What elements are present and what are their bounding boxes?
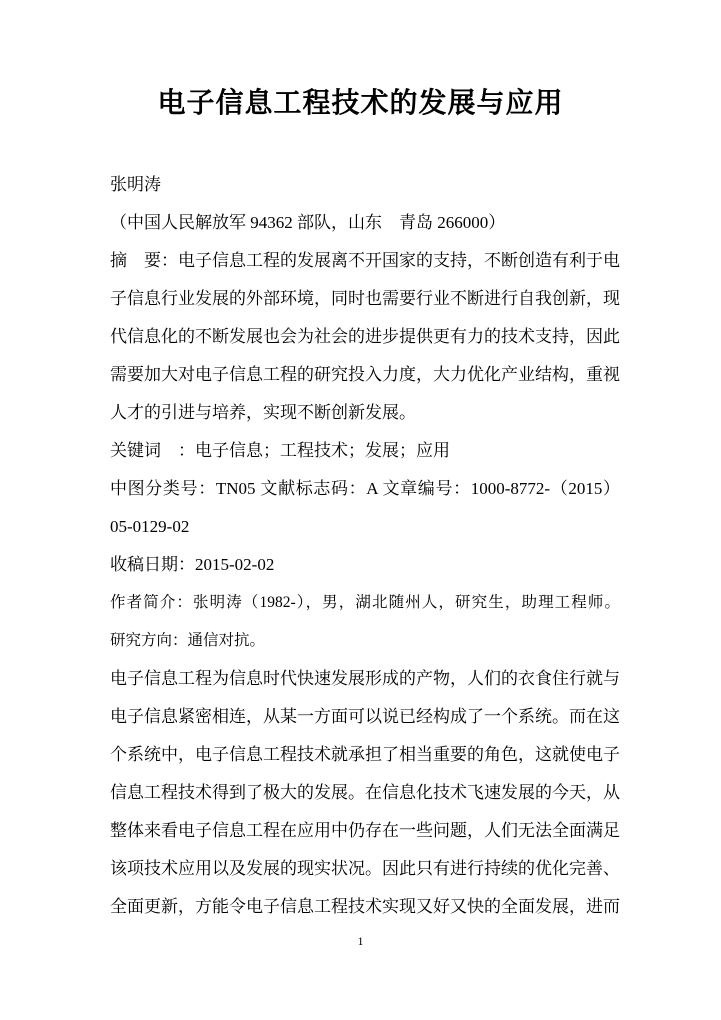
abstract-line: 需要加大对电子信息工程的研究投入力度，大力优化产业结构，重视 (110, 365, 620, 384)
keywords-line: 关键词 ：电子信息；工程技术；发展；应用 (110, 441, 450, 460)
page-title: 电子信息工程技术的发展与应用 (157, 88, 564, 119)
received-date-line: 收稿日期：2015-02-02 (110, 555, 275, 574)
abstract-line: 子信息行业发展的外部环境，同时也需要行业不断进行自我创新，现 (110, 289, 620, 308)
document-body (0, 166, 721, 926)
body-paragraph-line: 电子信息工程为信息时代快速发展形成的产物，人们的衣食住行就与 (110, 669, 620, 688)
author-name-line: 张明涛 (110, 175, 161, 194)
abstract-line: 摘 要：电子信息工程的发展离不开国家的支持，不断创造有利于电 (110, 251, 620, 270)
body-paragraph-line: 该项技术应用以及发展的现实状况。因此只有进行持续的优化完善、 (110, 859, 620, 878)
affiliation-line: （中国人民解放军 94362 部队，山东 青岛 266000） (110, 213, 506, 232)
classification-line: 中图分类号：TN05 文献标志码：A 文章编号：1000-8772-（2015） (110, 479, 620, 498)
research-field-line: 研究方向：通信对抗。 (110, 632, 266, 649)
body-paragraph-line: 整体来看电子信息工程在应用中仍存在一些问题，人们无法全面满足 (110, 821, 620, 840)
page-number: 1 (357, 934, 364, 948)
author-bio-line: 作者简介：张明涛（1982-），男，湖北随州人，研究生，助理工程师。 (110, 594, 620, 611)
abstract-line: 人才的引进与培养，实现不断创新发展。 (110, 403, 416, 422)
body-paragraph-line: 个系统中，电子信息工程技术就承担了相当重要的角色，这就使电子 (110, 745, 620, 764)
body-paragraph-line: 电子信息紧密相连，从某一方面可以说已经构成了一个系统。而在这 (110, 707, 620, 726)
body-paragraph-line: 全面更新，方能令电子信息工程技术实现又好又快的全面发展，进而 (110, 897, 620, 916)
body-paragraph-line: 信息工程技术得到了极大的发展。在信息化技术飞速发展的今天，从 (110, 783, 620, 802)
abstract-line: 代信息化的不断发展也会为社会的进步提供更有力的技术支持，因此 (110, 327, 620, 346)
article-number-line: 05-0129-02 (110, 517, 190, 536)
